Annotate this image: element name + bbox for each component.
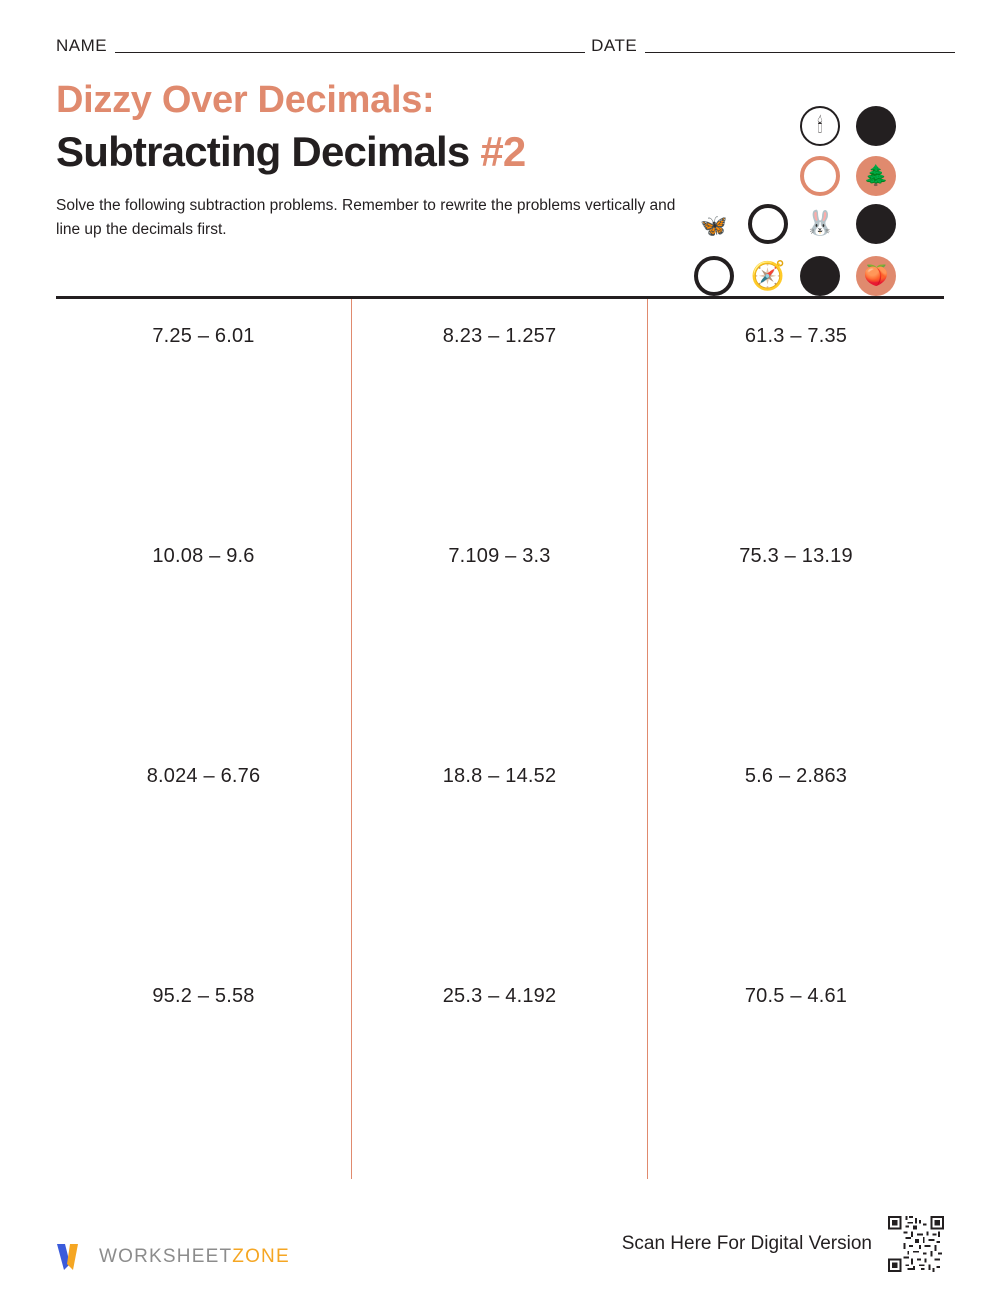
problem-cell[interactable]	[352, 299, 648, 519]
title-number: #2	[480, 127, 526, 175]
candle-icon: 🕯	[817, 115, 823, 137]
compass-icon: 🧭	[750, 260, 786, 291]
butterfly-icon: 🦋	[700, 213, 728, 238]
worksheet-footer	[56, 1216, 944, 1272]
problem-cell[interactable]	[352, 519, 648, 739]
problem-text: 5.6 – 2.863	[744, 765, 848, 787]
problem-text: 70.5 – 4.61	[744, 985, 848, 1007]
problem-cell[interactable]	[648, 959, 944, 1179]
ring-salmon	[800, 156, 840, 196]
title-subtitle: Dizzy Over Decimals:	[56, 79, 435, 121]
dot-dark-filled	[856, 204, 896, 244]
problem-cell[interactable]	[648, 739, 944, 959]
problem-text: 7.109 – 3.3	[448, 545, 551, 567]
problems-section	[56, 296, 944, 1179]
problem-text: 61.3 – 7.35	[744, 325, 848, 347]
problems-grid	[56, 299, 944, 1179]
bunny-icon: 🐰	[805, 210, 835, 237]
scan-section	[622, 1216, 944, 1272]
tree-icon: 🌲	[863, 165, 889, 187]
problem-text: 10.08 – 9.6	[152, 545, 255, 567]
dot-dark-filled	[800, 256, 840, 296]
dot-dark-filled	[856, 106, 896, 146]
problem-text: 7.25 – 6.01	[152, 325, 255, 347]
problem-cell[interactable]	[648, 299, 944, 519]
name-label: NAME	[56, 36, 108, 55]
date-label: DATE	[591, 36, 638, 55]
problem-text: 95.2 – 5.58	[152, 985, 255, 1007]
problem-cell[interactable]	[56, 299, 352, 519]
scan-label: Scan Here For Digital Version	[621, 1233, 872, 1254]
ring-dark	[748, 204, 788, 244]
decorative-cluster	[698, 106, 948, 316]
worksheetzone-logo-icon	[56, 1242, 90, 1272]
brand-logo[interactable]	[56, 1242, 290, 1272]
brand-name-first: WORKSHEET	[99, 1246, 233, 1267]
problem-text: 18.8 – 14.52	[442, 765, 557, 787]
name-input-line[interactable]	[115, 52, 585, 53]
qr-code-icon[interactable]	[888, 1216, 944, 1272]
problem-text: 25.3 – 4.192	[442, 985, 557, 1007]
problem-cell[interactable]	[648, 519, 944, 739]
problem-cell[interactable]	[56, 739, 352, 959]
instructions-text: Solve the following subtraction problems. Remember to rewrite the problems vertically and line up the decimals first.	[56, 197, 676, 239]
ring-dark	[694, 256, 734, 296]
problem-text: 8.024 – 6.76	[146, 765, 261, 787]
worksheet-header	[56, 79, 944, 291]
title-main-text: Subtracting Decimals	[56, 127, 470, 175]
problem-cell[interactable]	[56, 959, 352, 1179]
problem-text: 75.3 – 13.19	[739, 545, 853, 567]
problem-text: 8.23 – 1.257	[442, 325, 557, 347]
problem-cell[interactable]	[56, 519, 352, 739]
brand-name	[99, 1246, 290, 1268]
problem-cell[interactable]	[352, 959, 648, 1179]
name-date-row	[56, 0, 944, 58]
problem-cell[interactable]	[352, 739, 648, 959]
brand-name-second: ZONE	[232, 1246, 290, 1267]
date-input-line[interactable]	[645, 52, 955, 53]
peach-icon: 🍑	[863, 265, 889, 287]
